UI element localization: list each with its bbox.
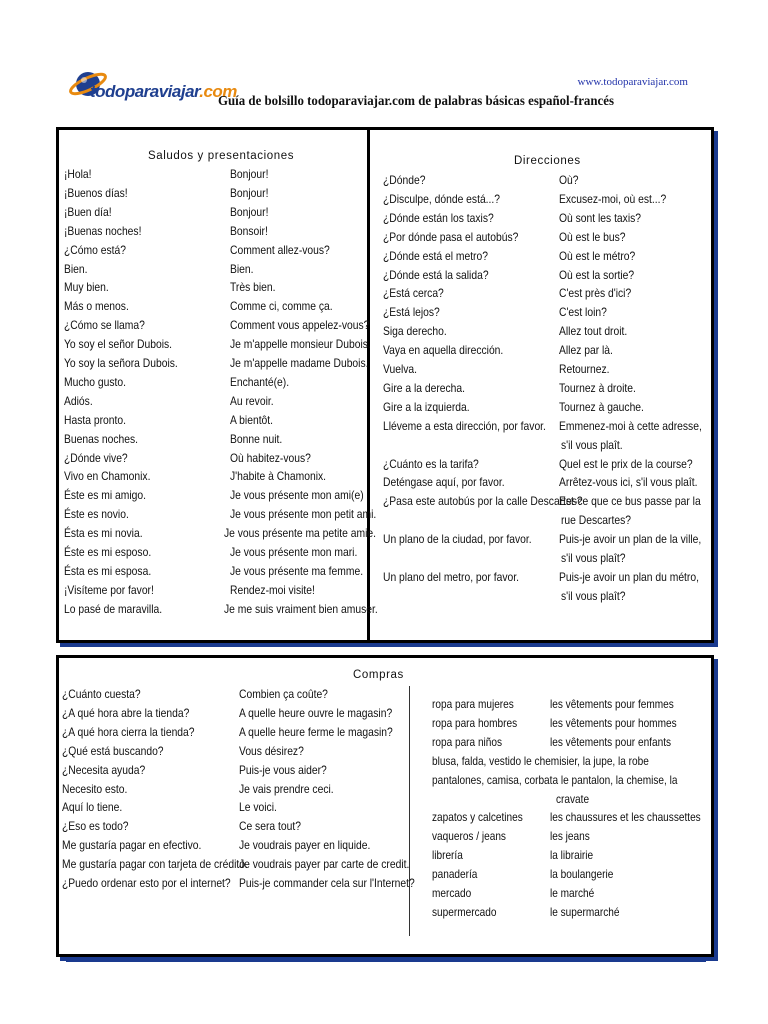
spanish-phrase: ¿Cuánto cuesta? (62, 687, 141, 701)
french-phrase: Où est le métro? (559, 248, 636, 263)
directions-heading: Direcciones (514, 155, 581, 167)
spanish-phrase: Necesito esto. (62, 781, 128, 796)
french-phrase: Où est la sortie? (559, 267, 635, 282)
french-phrase: Je vous présente mon mari. (230, 545, 358, 559)
french-phrase: Quel est le prix de la course? (559, 456, 693, 471)
spanish-phrase: ¿Qué está buscando? (62, 743, 164, 758)
spanish-phrase: Mucho gusto. (64, 374, 126, 389)
french-phrase: Je vais prendre ceci. (239, 781, 334, 796)
french-phrase: A quelle heure ferme le magasin? (239, 724, 393, 739)
spanish-phrase: Gire a la derecha. (383, 380, 466, 395)
spanish-phrase: blusa, falda, vestido le chemisier, la jupe, la robe (432, 753, 649, 768)
spanish-phrase: Lo pasé de maravilla. (64, 601, 163, 616)
brand-logo (64, 60, 237, 112)
french-phrase: Puis-je avoir un plan du métro, (559, 569, 699, 584)
french-phrase: Retournez. (559, 362, 610, 376)
french-phrase: les vêtements pour enfants (550, 734, 672, 749)
spanish-phrase: mercado (432, 886, 472, 900)
french-phrase: Bonjour! (230, 185, 269, 200)
french-phrase: s'il vous plaît. (561, 437, 623, 452)
shopping-divider (409, 686, 410, 936)
spanish-phrase: Buenas noches. (64, 431, 139, 446)
french-phrase: Vous désirez? (239, 743, 304, 758)
column-divider (367, 130, 370, 640)
french-phrase: les jeans (550, 829, 590, 844)
french-phrase: rue Descartes? (561, 513, 631, 528)
spanish-phrase: ¡Buenas noches! (64, 223, 142, 238)
french-phrase: Puis-je vous aider? (239, 762, 327, 777)
french-phrase: Rendez-moi visite! (230, 582, 315, 597)
french-phrase: Comment allez-vous? (230, 242, 330, 257)
spanish-phrase: Yo soy la señora Dubois. (64, 356, 178, 370)
french-phrase: Je vous présente ma petite amie. (224, 526, 377, 541)
spanish-phrase: ¿Disculpe, dónde está...? (383, 191, 501, 206)
spanish-phrase: ropa para niños (432, 734, 503, 749)
french-phrase: Est-ce que ce bus passe par la (559, 494, 701, 509)
spanish-phrase: ¿Cómo está? (64, 242, 126, 257)
french-phrase: Puis-je avoir un plan de la ville, (559, 532, 702, 547)
french-phrase: la librairie (550, 848, 594, 863)
french-phrase: Je m'appelle madame Dubois. (230, 356, 369, 370)
spanish-phrase: ¿Cuánto es la tarifa? (383, 456, 479, 471)
site-url-link[interactable]: www.todoparaviajar.com (577, 76, 688, 88)
french-phrase: Puis-je commander cela sur l'Internet? (239, 876, 415, 890)
french-phrase: Tournez à gauche. (559, 399, 644, 414)
french-phrase: Très bien. (230, 280, 276, 295)
logo-wordmark: todoparaviajar.com (90, 82, 237, 101)
french-phrase: Je me suis vraiment bien amuser. (224, 601, 378, 616)
french-phrase: Où est le bus? (559, 229, 626, 244)
spanish-phrase: Me gustaría pagar en efectivo. (62, 838, 202, 853)
spanish-phrase: Ésta es mi esposa. (64, 563, 152, 578)
spanish-phrase: ¡Buen día! (64, 204, 112, 219)
french-phrase: Je vous présente ma femme. (230, 563, 364, 578)
spanish-phrase: pantalones, camisa, corbata le pantalon, la chemise, la (432, 772, 678, 787)
spanish-phrase: ¿Por dónde pasa el autobús? (383, 229, 519, 244)
french-phrase: Au revoir. (230, 393, 274, 408)
spanish-phrase: Vuelva. (383, 362, 418, 376)
spanish-phrase: ¿Puedo ordenar esto por el internet? (62, 876, 231, 890)
french-phrase: Bonne nuit. (230, 431, 283, 446)
spanish-phrase: ¿Dónde está el metro? (383, 248, 488, 263)
spanish-phrase: ¿Dónde? (383, 173, 426, 187)
french-phrase: Je vous présente mon ami(e) (230, 488, 364, 503)
french-phrase: A quelle heure ouvre le magasin? (239, 705, 393, 720)
spanish-phrase: ¿A qué hora abre la tienda? (62, 705, 190, 720)
spanish-phrase: ¿Está cerca? (383, 286, 444, 301)
french-phrase: Où sont les taxis? (559, 210, 642, 225)
spanish-phrase: Éste es mi esposo. (64, 545, 152, 559)
spanish-phrase: ¿Pasa este autobús por la calle Descartes? (383, 494, 583, 509)
spanish-phrase: ropa para mujeres (432, 697, 514, 711)
french-phrase: Je m'appelle monsieur Dubois. (230, 337, 371, 352)
greetings-heading: Saludos y presentaciones (148, 150, 295, 162)
bottom-accent-bar (66, 957, 706, 962)
shopping-heading: Compras (353, 669, 404, 681)
french-phrase: Emmenez-moi à cette adresse, (559, 418, 702, 433)
french-phrase: Je voudrais payer par carte de credit. (239, 857, 410, 872)
french-phrase: Comment vous appelez-vous? (230, 318, 370, 333)
french-phrase: Ce sera tout? (239, 819, 301, 834)
french-phrase: J'habite à Chamonix. (230, 469, 327, 484)
french-phrase: Le voici. (239, 800, 277, 815)
spanish-phrase: Éste es novio. (64, 507, 129, 522)
french-phrase: Arrêtez-vous ici, s'il vous plaît. (559, 475, 698, 490)
french-phrase: les chaussures et les chaussettes (550, 810, 701, 825)
french-phrase: Bonjour! (230, 167, 269, 181)
spanish-phrase: Lléveme a esta dirección, por favor. (383, 418, 546, 433)
french-phrase: Je vous présente mon petit ami. (230, 507, 377, 522)
spanish-phrase: Vivo en Chamonix. (64, 469, 151, 484)
spanish-phrase: supermercado (432, 904, 497, 919)
french-phrase: cravate (556, 791, 590, 806)
spanish-phrase: Un plano de la ciudad, por favor. (383, 532, 532, 547)
spanish-phrase: ¿Dónde está la salida? (383, 267, 489, 282)
french-phrase: C'est loin? (559, 305, 607, 320)
spanish-phrase: Hasta pronto. (64, 412, 126, 427)
french-phrase: Bonjour! (230, 204, 269, 219)
french-phrase: Excusez-moi, où est...? (559, 191, 667, 206)
spanish-phrase: Ésta es mi novia. (64, 526, 143, 541)
spanish-phrase: ¡Visíteme por favor! (64, 582, 154, 597)
spanish-phrase: Un plano del metro, por favor. (383, 569, 519, 584)
spanish-phrase: Siga derecho. (383, 324, 447, 339)
french-phrase: Bien. (230, 261, 254, 276)
spanish-phrase: Éste es mi amigo. (64, 488, 147, 503)
french-phrase: s'il vous plaît? (561, 588, 626, 603)
spanish-phrase: librería (432, 848, 463, 863)
page-title: Guía de bolsillo todoparaviajar.com de palabras básicas español-francés (218, 94, 614, 109)
spanish-phrase: Aquí lo tiene. (62, 800, 123, 815)
spanish-phrase: ¡Hola! (64, 167, 92, 181)
french-phrase: Où habitez-vous? (230, 450, 311, 465)
spanish-phrase: ¡Buenos días! (64, 185, 128, 200)
spanish-phrase: panadería (432, 867, 478, 882)
french-phrase: Tournez à droite. (559, 380, 636, 395)
french-phrase: Je voudrais payer en liquide. (239, 838, 371, 853)
spanish-phrase: Gire a la izquierda. (383, 399, 470, 414)
spanish-phrase: Yo soy el señor Dubois. (64, 337, 173, 352)
french-phrase: les vêtements pour hommes (550, 715, 677, 730)
french-phrase: Où? (559, 173, 579, 187)
spanish-phrase: ¿Eso es todo? (62, 819, 129, 834)
french-phrase: le marché (550, 886, 595, 900)
french-phrase: Allez tout droit. (559, 324, 628, 339)
french-phrase: A bientôt. (230, 412, 274, 427)
spanish-phrase: Deténgase aquí, por favor. (383, 475, 505, 490)
spanish-phrase: Vaya en aquella dirección. (383, 343, 504, 358)
spanish-phrase: ¿Dónde vive? (64, 450, 128, 465)
french-phrase: Allez par là. (559, 343, 613, 358)
spanish-phrase: ¿Dónde están los taxis? (383, 210, 494, 225)
french-phrase: la boulangerie (550, 867, 614, 882)
spanish-phrase: Adiós. (64, 393, 93, 408)
spanish-phrase: Bien. (64, 261, 88, 276)
spanish-phrase: vaqueros / jeans (432, 829, 506, 844)
spanish-phrase: Me gustaría pagar con tarjeta de crédito. (62, 857, 248, 872)
spanish-phrase: ¿Necesita ayuda? (62, 762, 146, 777)
french-phrase: le supermarché (550, 904, 620, 919)
french-phrase: Comme ci, comme ça. (230, 299, 333, 314)
french-phrase: Enchanté(e). (230, 374, 290, 389)
spanish-phrase: ¿Está lejos? (383, 305, 440, 320)
french-phrase: les vêtements pour femmes (550, 697, 674, 711)
french-phrase: s'il vous plaît? (561, 551, 626, 565)
spanish-phrase: zapatos y calcetines (432, 810, 523, 825)
spanish-phrase: ropa para hombres (432, 715, 518, 730)
spanish-phrase: Más o menos. (64, 299, 129, 314)
french-phrase: C'est près d'ici? (559, 286, 632, 301)
french-phrase: Bonsoir! (230, 223, 268, 238)
spanish-phrase: ¿Cómo se llama? (64, 318, 145, 333)
french-phrase: Combien ça coûte? (239, 687, 328, 701)
spanish-phrase: ¿A qué hora cierra la tienda? (62, 724, 195, 739)
spanish-phrase: Muy bien. (64, 280, 109, 295)
